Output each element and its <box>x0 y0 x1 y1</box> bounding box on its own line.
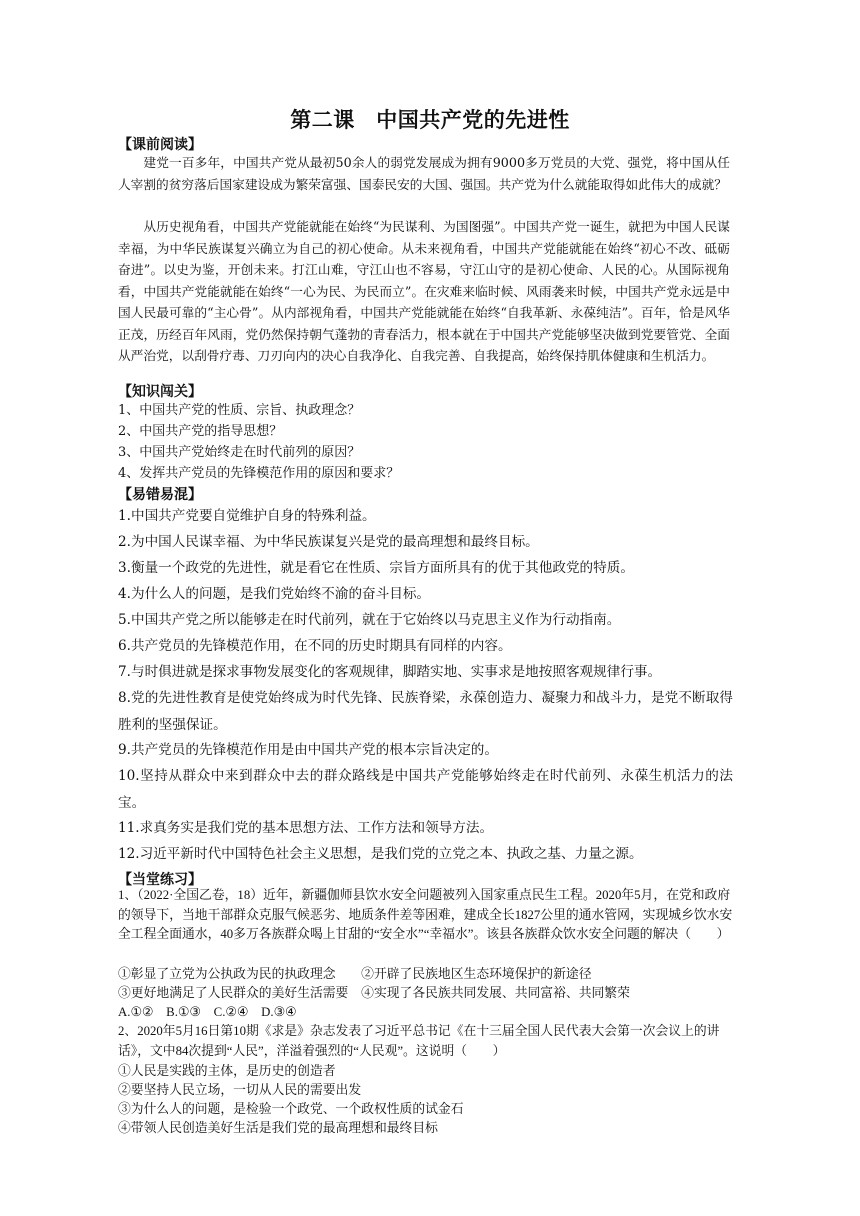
knowledge-question: 4、发挥共产党员的先锋模范作用的原因和要求？ <box>118 466 400 481</box>
error-statement: 1.中国共产党要自觉维护自身的特殊利益。 <box>118 508 376 524</box>
section-heading-practice: 【当堂练习】 <box>118 872 202 888</box>
error-statement: 7.与时俱进就是探求事物发展变化的客观规律，脚踏实地、实事求是地按照客观规律行事。 <box>118 664 662 680</box>
exercise-1-options-row-2: ③更好地满足了人民群众的美好生活需要 ④实现了各民族共同发展、共同富裕、共同繁荣 <box>118 986 630 1000</box>
error-statement: 4.为什么人的问题，是我们党始终不渝的奋斗目标。 <box>118 586 431 602</box>
reading-paragraph: 从历史视角看，中国共产党能就能在始终“为民谋利、为国图强”。中国共产党一诞生，就把为中国人民谋幸福，为中华民族谋复兴确立为自己的初心使命。从未来视角看，中国共产党能就能在始终“初心不改、砥砺奋进”。以史为鉴，开创未来。打江山难，守江山也不容易，守江山守的是初心使命、人民的心。从国际视角看，中国共产党能就能在始终“一心为民、为民而立”。在灾难来临时候、风雨袭来时候，中国共产党永远是中国人民最可靠的“主心骨”。从内部视角看，中国共产党能就能在始终“自我革新、永葆纯洁”。百年，恰是风华正茂，历经百年风雨，党仍然保持朝气蓬勃的青春活力，根本就在于中国共产党能够坚决做到党要管党、全面从严治党，以刮骨疗毒、刀刃向内的决心自我净化、自我完善、自我提高，始终保持肌体健康和生机活力。 <box>118 219 730 363</box>
exercise-1-answer-choices: A.①② B.①③ C.②④ D.③④ <box>118 1005 297 1019</box>
exercise-1-options-row-1: ①彰显了立党为公执政为民的执政理念 ②开辟了民族地区生态环境保护的新途径 <box>118 967 592 981</box>
error-statement: 5.中国共产党之所以能够走在时代前列，就在于它始终以马克思主义作为行动指南。 <box>118 612 621 628</box>
exercise-question-1: 1、（2022·全国乙卷，18）近年，新疆伽师县饮水安全问题被列入国家重点民生工程。2020年5月，在党和政府的领导下，当地干部群众克服气候恶劣、地质条件差等困难，建成全长1827公里的通水管网，实现城乡饮水安全工程全面通水，40多万各族群众喝上甘甜的“安全水”“幸福水”。该县各族群众饮水安全问题的解决（ ） <box>118 888 733 941</box>
error-statement: 9.共产党员的先锋模范作用是由中国共产党的根本宗旨决定的。 <box>118 742 498 758</box>
error-statement: 3.衡量一个政党的先进性，就是看它在性质、宗旨方面所具有的优于其他政党的特质。 <box>118 560 634 576</box>
error-statement: 11.求真务实是我们党的基本思想方法、工作方法和领导方法。 <box>118 820 494 836</box>
error-statement: 12.习近平新时代中国特色社会主义思想，是我们党的立党之本、执政之基、力量之源。 <box>118 846 643 862</box>
error-statement: 10.坚持从群众中来到群众中去的群众路线是中国共产党能够始终走在时代前列、永葆生机活力的法宝。 <box>118 768 733 811</box>
exercise-question-2: 2、2020年5月16日第10期《求是》杂志发表了习近平总书记《在十三届全国人民代表大会第一次会议上的讲话》，文中84次提到“人民”，洋溢着强烈的“人民观”。这说明（ ） <box>118 1024 720 1058</box>
section-heading-pre-reading: 【课前阅读】 <box>118 137 202 153</box>
knowledge-question: 1、中国共产党的性质、宗旨、执政理念？ <box>118 403 361 418</box>
exercise-2-option: ①人民是实践的主体，是历史的创造者 <box>118 1064 336 1078</box>
knowledge-question: 3、中国共产党始终走在时代前列的原因？ <box>118 445 361 460</box>
section-heading-errors: 【易错易混】 <box>118 487 202 503</box>
error-statement: 6.共产党员的先锋模范作用，在不同的历史时期具有同样的内容。 <box>118 638 512 654</box>
page-title: 第二课 中国共产党的先进性 <box>290 108 570 132</box>
error-statement: 2.为中国人民谋幸福、为中华民族谋复兴是党的最高理想和最终目标。 <box>118 534 539 550</box>
exercise-2-option: ②要坚持人民立场，一切从人民的需要出发 <box>118 1083 362 1097</box>
error-statement: 8.党的先进性教育是使党始终成为时代先锋、民族脊梁，永葆创造力、凝聚力和战斗力，是党不断取得胜利的坚强保证。 <box>118 690 733 733</box>
exercise-2-option: ③为什么人的问题，是检验一个政党、一个政权性质的试金石 <box>118 1102 464 1116</box>
reading-paragraph: 建党一百多年，中国共产党从最初50余人的弱党发展成为拥有9000多万党员的大党、强党，将中国从任人宰割的贫穷落后国家建设成为繁荣富强、国泰民安的大国、强国。共产党为什么就能取得如此伟大的成就？ <box>118 155 730 192</box>
knowledge-question: 2、中国共产党的指导思想？ <box>118 424 283 439</box>
exercise-2-option: ④带领人民创造美好生活是我们党的最高理想和最终目标 <box>118 1121 438 1135</box>
section-heading-knowledge: 【知识闯关】 <box>118 384 202 400</box>
